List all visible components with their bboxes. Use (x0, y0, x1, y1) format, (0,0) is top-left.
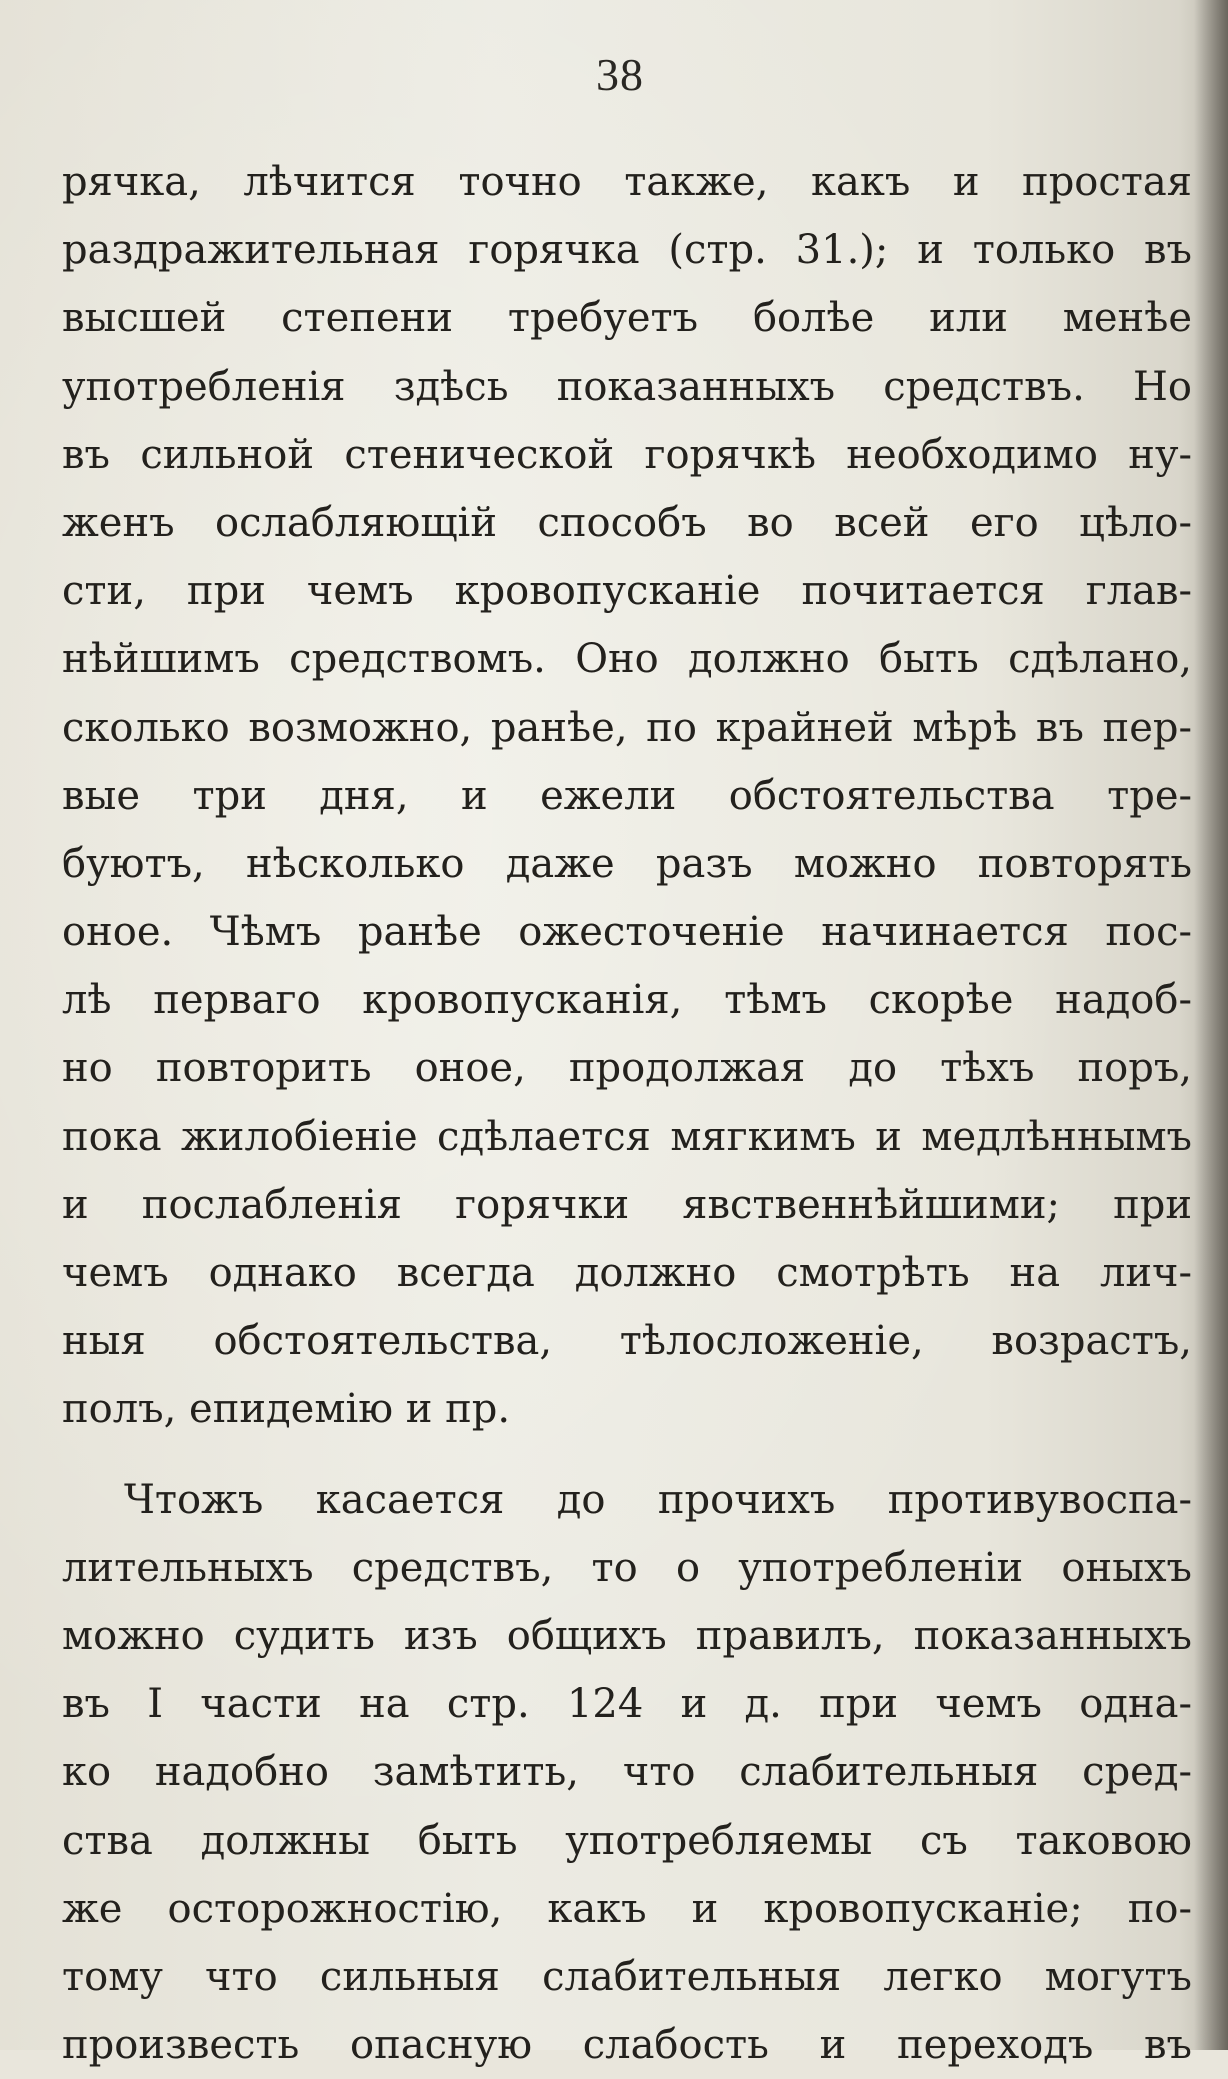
text-line: тому что сильныя слабительныя легко могутъ (62, 1953, 1192, 2000)
text-line: Чтожъ касается до прочихъ противувоспа- (124, 1476, 1192, 1523)
text-line: лительныхъ средствъ, то о употребленіи оныхъ (62, 1544, 1192, 1591)
text-line: лѣ перваго кровопусканія, тѣмъ скорѣе надоб- (62, 977, 1192, 1024)
paragraph-gap (62, 1444, 1192, 1466)
text-line: но повторить оное, продолжая до тѣхъ поръ, (62, 1045, 1192, 1092)
text-line: сколько возможно, ранѣе, по крайней мѣрѣ въ пер- (62, 704, 1192, 751)
text-line: ства должны быть употребляемы съ таковою (62, 1817, 1192, 1864)
text-line: пока жилобіеніе сдѣлается мягкимъ и медлѣннымъ (62, 1113, 1192, 1160)
text-line: оное. Чѣмъ ранѣе ожесточеніе начинается пос- (62, 909, 1192, 956)
text-line: въ I части на стр. 124 и д. при чемъ одна- (62, 1681, 1192, 1728)
text-line: чемъ однако всегда должно смотрѣть на лич- (62, 1250, 1192, 1296)
text-line: въ сильной стенической горячкѣ необходимо ну- (62, 431, 1192, 478)
text-line: же осторожностію, какъ и кровопусканіе; по- (62, 1885, 1192, 1932)
text-line: буютъ, нѣсколько даже разъ можно повторять (62, 840, 1192, 887)
text-line: сти, при чемъ кровопусканіе почитается глав- (62, 568, 1192, 615)
text-line: употребленія здѣсь показанныхъ средствъ. Но (62, 363, 1192, 410)
text-line: ныя обстоятельства, тѣлосложеніе, возрастъ, (62, 1318, 1192, 1365)
page-spine-shadow (1194, 0, 1228, 2050)
page-text (62, 148, 1192, 2079)
text-line: нѣйшимъ средствомъ. Оно должно быть сдѣлано, (62, 636, 1192, 683)
paragraph-1 (62, 148, 1192, 1444)
paragraph-2 (62, 1466, 1192, 2079)
text-line: можно судить изъ общихъ правилъ, показанныхъ (62, 1612, 1192, 1659)
text-line: женъ ослабляющій способъ во всей его цѣло- (62, 499, 1192, 546)
text-line: ко надобно замѣтить, что слабительныя сред- (62, 1749, 1192, 1796)
text-line: и пocлабленія горячки явственнѣйшими; при (62, 1181, 1192, 1228)
text-line: произвесть опасную слабость и переходъ въ (62, 2022, 1192, 2069)
text-line: раздражительная горячка (стр. 31.); и только въ (62, 227, 1192, 274)
text-line: высшей степени требуетъ болѣе или менѣе (62, 295, 1192, 342)
text-line: рячка, лѣчится точно также, какъ и простая (62, 159, 1192, 205)
text-line: полъ, епидемію и пр. (62, 1386, 511, 1433)
page-number: 38 (596, 49, 644, 100)
text-line: вые три дня, и ежели обстоятельства тре- (62, 772, 1192, 819)
